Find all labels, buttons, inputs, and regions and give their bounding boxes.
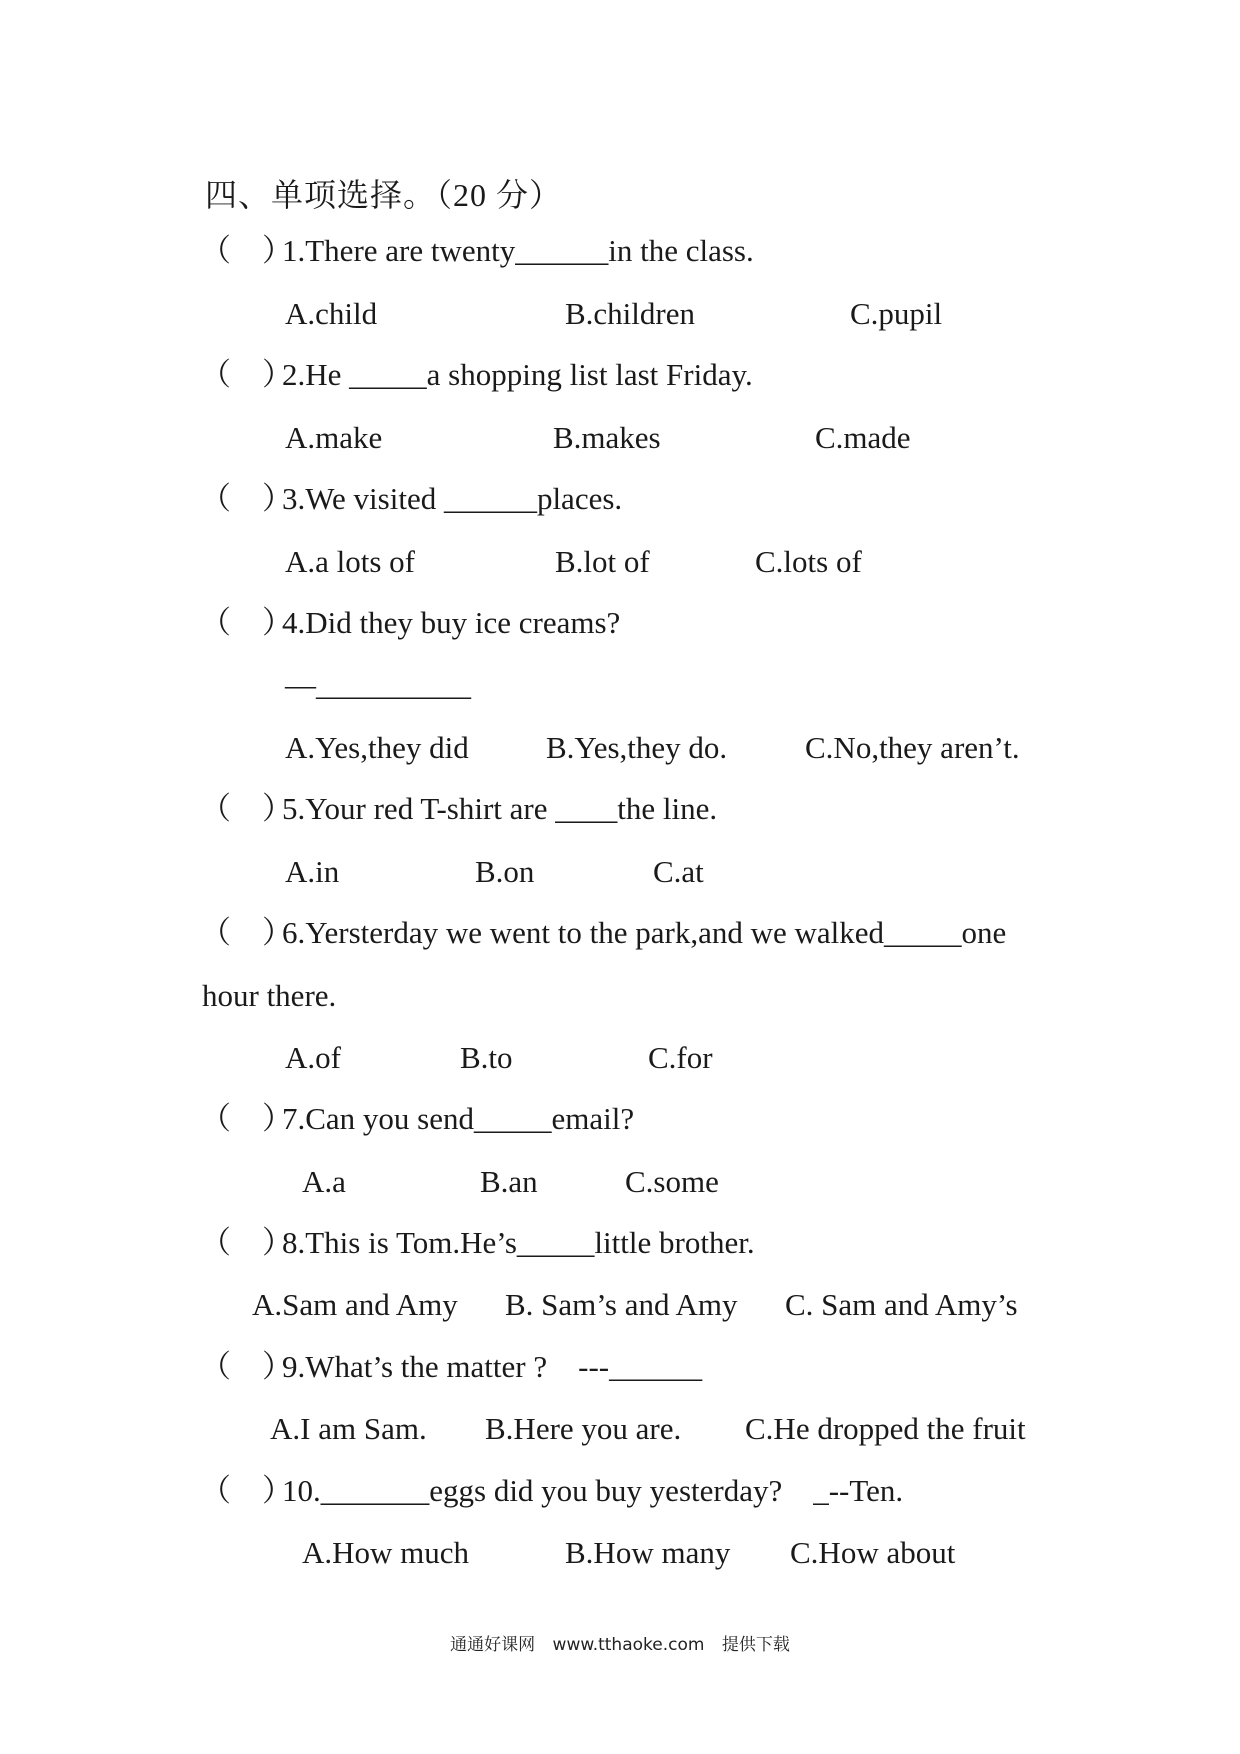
option-c: C.lots of: [755, 544, 862, 579]
question-stem: 5.Your red T-shirt are ____the line.: [282, 791, 718, 826]
option-c: C.made: [815, 420, 911, 455]
question-9: [200, 1349, 702, 1385]
option-a: A.child: [285, 296, 378, 331]
option-b: B.to: [460, 1040, 513, 1075]
question-stem: 3.We visited ______places.: [282, 481, 623, 516]
answer-paren: （ ）: [200, 791, 293, 826]
option-a: A.make: [285, 420, 383, 455]
answer-paren: （ ）: [200, 1225, 293, 1260]
question-stem: 2.He _____a shopping list last Friday.: [282, 357, 753, 392]
option-a: A.Yes,they did: [285, 730, 469, 765]
option-a: A.a lots of: [285, 544, 416, 579]
question-stem: 10._______eggs did you buy yesterday? _--Ten.: [282, 1473, 904, 1508]
question-6: [200, 915, 1006, 951]
option-a: A.a: [302, 1164, 346, 1199]
question-stem: 6.Yersterday we went to the park,and we walked_____one: [282, 915, 1007, 950]
question-stem: 9.What’s the matter ? ---______: [282, 1349, 703, 1384]
option-c: C.pupil: [850, 296, 943, 331]
option-c: C.No,they aren’t.: [805, 730, 1020, 765]
option-a: A.I am Sam.: [270, 1411, 427, 1446]
answer-paren: （ ）: [200, 1101, 293, 1136]
answer-paren: （ ）: [200, 605, 293, 640]
question-stem: 4.Did they buy ice creams?: [282, 605, 621, 640]
option-b: B.on: [475, 854, 535, 889]
question-stem-continued: hour there.: [202, 978, 337, 1013]
question-7: [200, 1101, 634, 1137]
question-2: [200, 357, 753, 393]
page-footer: [0, 1630, 1240, 1655]
question-3: [200, 481, 622, 517]
option-a: A.in: [285, 854, 340, 889]
answer-paren: （ ）: [200, 233, 293, 268]
option-b: B.Here you are.: [485, 1411, 682, 1446]
answer-paren: （ ）: [200, 481, 293, 516]
option-b: B.Yes,they do.: [546, 730, 728, 765]
question-stem: 8.This is Tom.He’s_____little brother.: [282, 1225, 755, 1260]
option-b: B.makes: [553, 420, 661, 455]
option-a: A.of: [285, 1040, 341, 1075]
option-b: B.lot of: [555, 544, 650, 579]
question-stem: 1.There are twenty______in the class.: [282, 233, 754, 268]
footer-suffix: 提供下载: [721, 1635, 790, 1655]
question-stem: 7.Can you send_____email?: [282, 1101, 635, 1136]
question-1: [200, 233, 754, 269]
question-4: [200, 605, 620, 641]
footer-url[interactable]: www.tthaoke.com: [552, 1635, 705, 1655]
footer-site-name: 通通好课网: [450, 1635, 536, 1655]
answer-paren: （ ）: [200, 357, 293, 392]
option-b: B.How many: [565, 1535, 731, 1570]
option-b: B. Sam’s and Amy: [505, 1287, 738, 1322]
option-c: C.He dropped the fruit: [745, 1411, 1026, 1446]
question-8: [200, 1225, 755, 1261]
option-c: C.How about: [790, 1535, 956, 1570]
answer-line: —__________: [285, 667, 471, 702]
option-c: C.for: [648, 1040, 713, 1075]
question-10: [200, 1473, 903, 1509]
question-5: [200, 791, 717, 827]
option-b: B.an: [480, 1164, 538, 1199]
answer-paren: （ ）: [200, 1349, 293, 1384]
option-a: A.Sam and Amy: [252, 1287, 458, 1322]
option-c: C. Sam and Amy’s: [785, 1287, 1018, 1322]
option-b: B.children: [565, 296, 695, 331]
option-c: C.some: [625, 1164, 719, 1199]
option-a: A.How much: [302, 1535, 470, 1570]
answer-paren: （ ）: [200, 915, 293, 950]
option-c: C.at: [653, 854, 704, 889]
answer-paren: （ ）: [200, 1473, 293, 1508]
section-title: 四、单项选择。（20 分）: [205, 177, 563, 213]
